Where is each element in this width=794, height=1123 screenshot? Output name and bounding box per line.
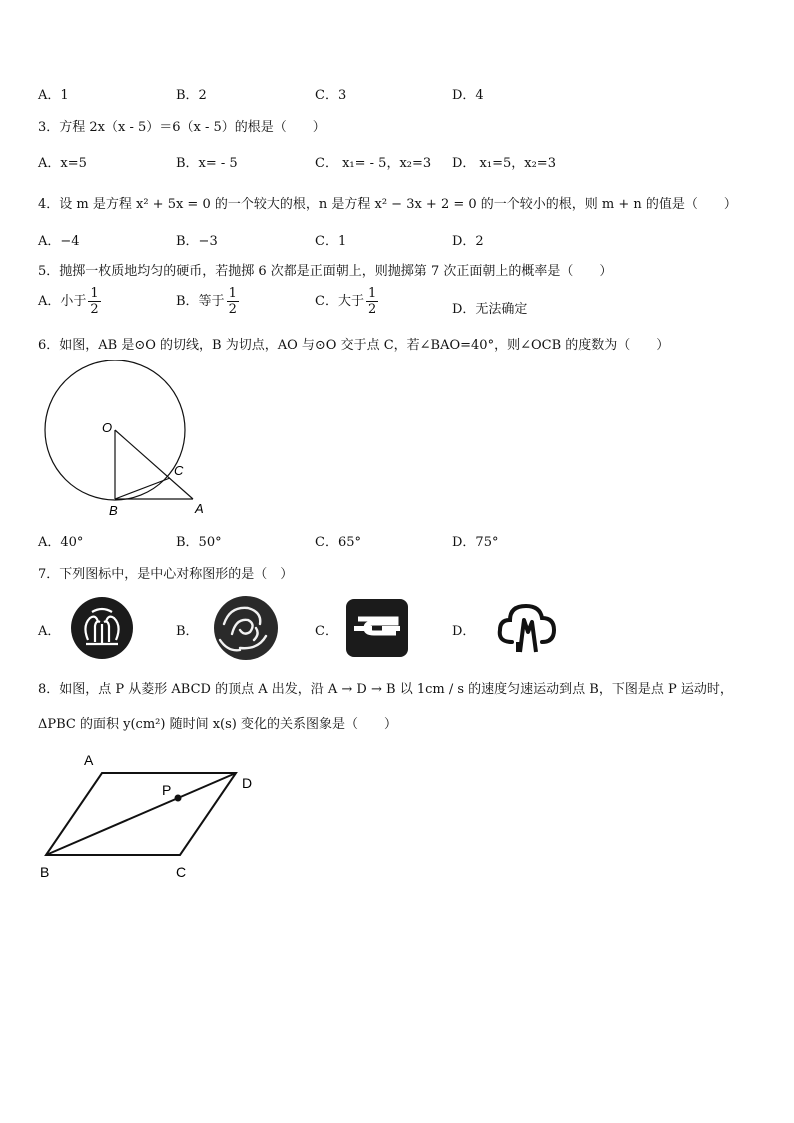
q5-option-b-text: B．等于 bbox=[176, 294, 225, 309]
q8-stem-line1: 8．如图，点 P 从菱形 ABCD 的顶点 A 出发，沿 A → D → B 以 1cm / s 的速度匀速运动到点 B，下图是点 P 运动时， bbox=[38, 682, 733, 697]
q2-option-c[interactable]: C．3 bbox=[315, 88, 347, 103]
q8-rhombus-figure bbox=[30, 745, 270, 885]
q6-option-c[interactable]: C．65° bbox=[315, 535, 361, 550]
q6-option-b[interactable]: B．50° bbox=[176, 535, 222, 550]
q4-option-c[interactable]: C．1 bbox=[315, 234, 347, 249]
q6-option-a[interactable]: A．40° bbox=[38, 535, 84, 550]
q5-option-c[interactable] bbox=[315, 286, 378, 317]
q7-option-c[interactable]: C． bbox=[315, 624, 338, 639]
q6-stem: 6．如图，AB 是⊙O 的切线，B 为切点，AO 与⊙O 交于点 C，若∠BAO=40°，则∠OCB 的度数为（ ） bbox=[38, 338, 670, 353]
label-b: B bbox=[40, 864, 50, 880]
q7-icon-a-pattern-icon[interactable] bbox=[68, 596, 136, 660]
label-p: P bbox=[162, 782, 172, 798]
q4-option-b[interactable]: B．−3 bbox=[176, 234, 218, 249]
q2-option-b[interactable]: B．2 bbox=[176, 88, 207, 103]
q3-option-d[interactable]: D． x₁=5，x₂=3 bbox=[452, 156, 556, 171]
q5-option-c-text: C．大于 bbox=[315, 294, 364, 309]
q3-option-a[interactable]: A．x=5 bbox=[38, 156, 87, 171]
label-b: B bbox=[109, 503, 118, 518]
q4-stem: 4．设 m 是方程 x² + 5x = 0 的一个较大的根，n 是方程 x² − 3x + 2 = 0 的一个较小的根，则 m + n 的值是（ ） bbox=[38, 197, 737, 212]
q3-option-c[interactable]: C． x₁= - 5，x₂=3 bbox=[315, 156, 432, 171]
q4-option-d[interactable]: D．2 bbox=[452, 234, 484, 249]
q6-circle-tangent-figure bbox=[40, 360, 230, 520]
label-a: A bbox=[195, 501, 204, 516]
q5-stem: 5．抛掷一枚质地均匀的硬币，若抛掷 6 次都是正面朝上，则抛掷第 7 次正面朝上的概率是（ ） bbox=[38, 264, 613, 279]
q7-stem: 7．下列图标中，是中心对称图形的是（ ） bbox=[38, 567, 294, 582]
q7-option-d[interactable]: D． bbox=[452, 624, 476, 639]
q6-option-d[interactable]: D．75° bbox=[452, 535, 499, 550]
fraction: $\frac{1}{2}$ bbox=[228, 286, 237, 317]
segment-bc bbox=[115, 478, 170, 499]
label-o: O bbox=[102, 420, 113, 435]
q7-icon-b-swirl-icon[interactable] bbox=[210, 594, 282, 662]
q7-icon-d-tree-icon[interactable] bbox=[494, 598, 560, 656]
label-c: C bbox=[176, 864, 187, 880]
q5-option-b[interactable] bbox=[176, 286, 239, 317]
q5-option-a[interactable] bbox=[38, 286, 101, 317]
q8-stem-line2: ΔPBC 的面积 y(cm²) 随时间 x(s) 变化的关系图象是（ ） bbox=[38, 717, 397, 732]
q7-icon-c-s-shape-icon[interactable] bbox=[344, 597, 410, 659]
q2-option-a[interactable]: A．1 bbox=[38, 88, 69, 103]
q7-option-a[interactable]: A． bbox=[38, 624, 61, 639]
fraction: $\frac{1}{2}$ bbox=[367, 286, 377, 317]
q5-option-d[interactable]: D．无法确定 bbox=[452, 302, 528, 317]
q4-option-a[interactable]: A．−4 bbox=[38, 234, 80, 249]
label-c: C bbox=[174, 463, 184, 478]
q3-stem: 3．方程 2x（x - 5）＝6（x - 5）的根是（ ） bbox=[38, 120, 326, 135]
q5-option-a-text: A．小于 bbox=[38, 294, 87, 309]
q7-option-b[interactable]: B． bbox=[176, 624, 199, 639]
point-p bbox=[175, 795, 182, 802]
q2-option-d[interactable]: D．4 bbox=[452, 88, 484, 103]
q3-option-b[interactable]: B．x= - 5 bbox=[176, 156, 238, 171]
fraction: $\frac{1}{2}$ bbox=[90, 286, 99, 317]
label-a: A bbox=[84, 752, 94, 768]
label-d: D bbox=[242, 775, 253, 791]
